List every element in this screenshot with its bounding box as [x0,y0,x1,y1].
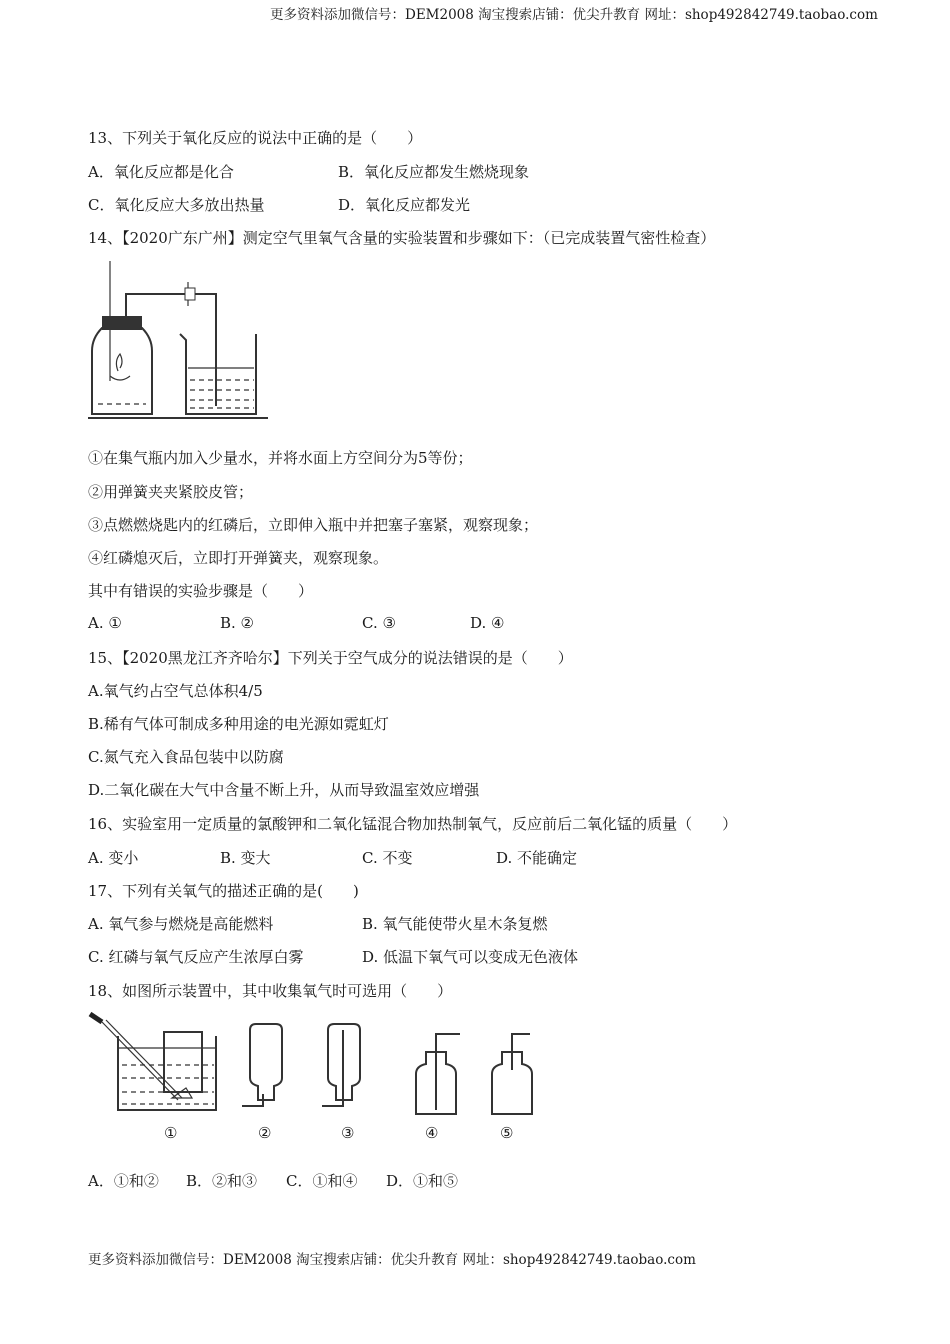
q15-option-d: D.二氧化碳在大气中含量不断上升，从而导致温室效应增强 [88,781,480,799]
q14-option-a: A. ① [88,614,122,632]
q18-figure-label-3: ③ [341,1124,355,1142]
q14-step-4: ④红磷熄灭后，立即打开弹簧夹，观察现象。 [88,549,389,567]
q18-option-d: D．①和⑤ [386,1172,459,1190]
q17-option-c: C. 红磷与氧气反应产生浓厚白雾 [88,948,304,966]
q17-option-b: B. 氧气能使带火星木条复燃 [362,915,548,933]
q14-question: 其中有错误的实验步骤是（ ） [88,582,314,600]
page-header: 更多资料添加微信号：DEM2008 淘宝搜索店铺：优尖升教育 网址：shop492842749.taobao.com [270,7,878,23]
q14-step-2: ②用弹簧夹夹紧胶皮管； [88,483,254,501]
q13-option-d: D．氧化反应都发光 [338,196,471,214]
q15-option-b: B.稀有气体可制成多种用途的电光源如霓虹灯 [88,715,389,733]
q16-option-b: B. 变大 [220,849,271,867]
q14-step-3: ③点燃燃烧匙内的红磷后，立即伸入瓶中并把塞子塞紧，观察现象； [88,516,539,534]
q17-option-d: D. 低温下氧气可以变成无色液体 [362,948,579,966]
q14-step-1: ①在集气瓶内加入少量水，并将水面上方空间分为5等份； [88,449,473,467]
q18-figure-label-2: ② [258,1124,272,1142]
q16-option-c: C. 不变 [362,849,413,867]
q14-option-d: D. ④ [470,614,505,632]
q18-option-c: C．①和④ [286,1172,358,1190]
q14-stem: 14、【2020广东广州】测定空气里氧气含量的实验装置和步骤如下：（已完成装置气密性检查） [88,229,716,247]
q17-stem: 17、下列有关氧气的描述正确的是( ) [88,882,359,900]
q14-option-c: C. ③ [362,614,396,632]
q16-stem: 16、实验室用一定质量的氯酸钾和二氧化锰混合物加热制氧气，反应前后二氧化锰的质量（ ） [88,815,738,833]
q13-option-c: C．氧化反应大多放出热量 [88,196,265,214]
q16-option-a: A. 变小 [88,849,139,867]
q14-option-b: B. ② [220,614,255,632]
q18-apparatus-figure [88,1010,548,1118]
q13-stem: 13、下列关于氧化反应的说法中正确的是（ ） [88,129,423,147]
q15-option-c: C.氮气充入食品包装中以防腐 [88,748,284,766]
q15-option-a: A.氧气约占空气总体积4/5 [88,682,263,700]
q16-option-d: D. 不能确定 [496,849,578,867]
q18-figure-label-5: ⑤ [500,1124,514,1142]
q18-option-a: A．①和② [88,1172,159,1190]
page-footer: 更多资料添加微信号：DEM2008 淘宝搜索店铺：优尖升教育 网址：shop492842749.taobao.com [88,1252,696,1268]
q13-option-b: B．氧化反应都发生燃烧现象 [338,163,530,181]
q18-stem: 18、如图所示装置中，其中收集氧气时可选用（ ） [88,982,453,1000]
q18-option-b: B．②和③ [186,1172,258,1190]
q14-apparatus-figure [88,256,268,421]
q15-stem: 15、【2020黑龙江齐齐哈尔】下列关于空气成分的说法错误的是（ ） [88,649,573,667]
q18-figure-label-4: ④ [425,1124,439,1142]
q17-option-a: A. 氧气参与燃烧是高能燃料 [88,915,274,933]
q13-option-a: A．氧化反应都是化合 [88,163,234,181]
q18-figure-label-1: ① [164,1124,178,1142]
